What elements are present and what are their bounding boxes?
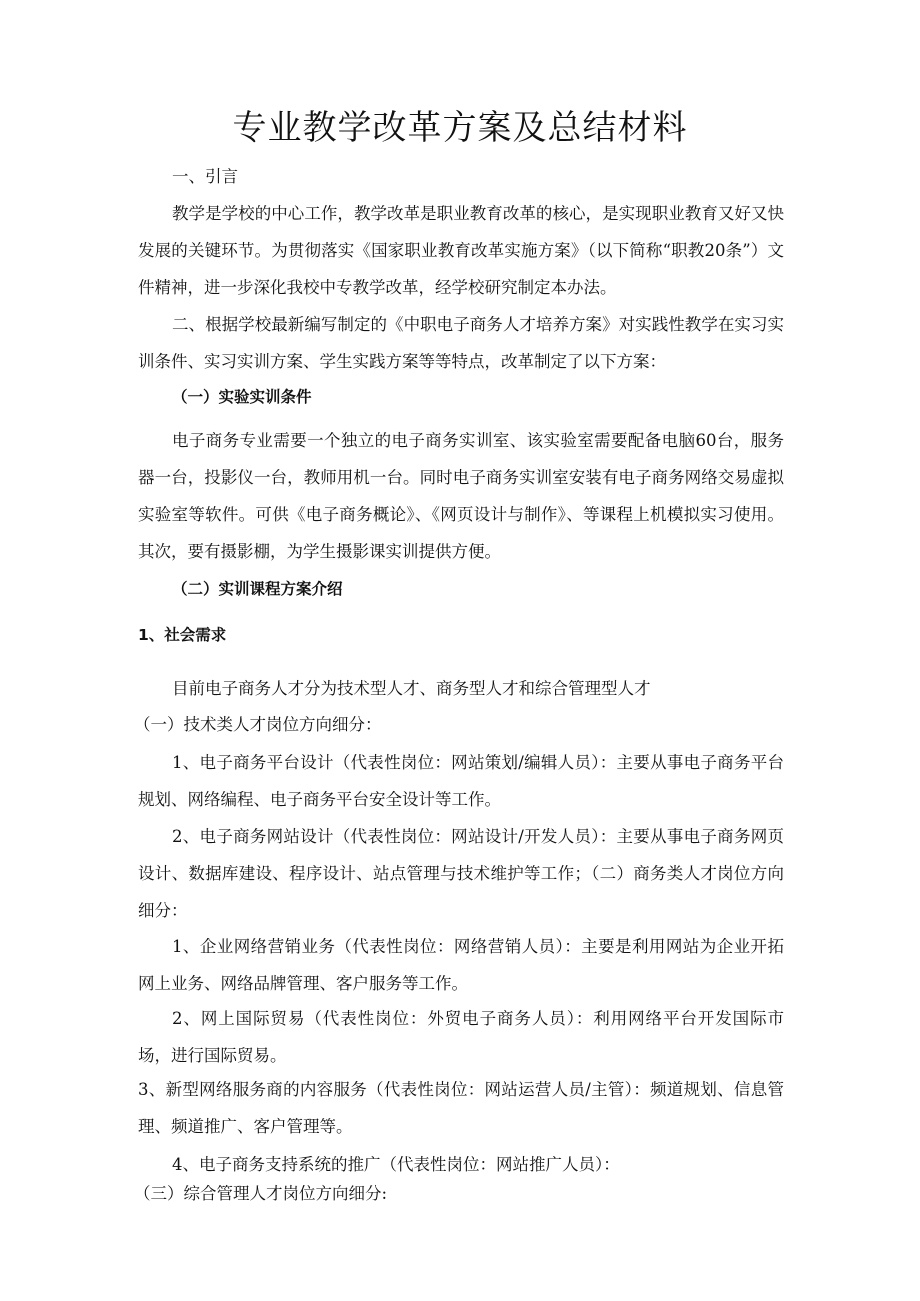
document-title: 专业教学改革方案及总结材料 — [232, 108, 688, 148]
list-item-website-design: 2、电子商务网站设计（代表性岗位：网站设计/开发人员）：主要从事电子商务网页设计、数据库建设、程序设计、站点管理与技术维护等工作；（二）商务类人才岗位方向细分： — [138, 827, 784, 920]
heading-management-talent: （三）综合管理人才岗位方向细分: — [134, 1184, 388, 1203]
paragraph-introduction: 教学是学校的中心工作，教学改革是职业教育改革的核心，是实现职业教育又好又快发展的关键环节。为贯彻落实《国家职业教育改革实施方案》（以下简称“职教20条”）文件精神，进一步深化我校中专教学改革，经学校研究制定本办法。 — [138, 204, 784, 297]
heading-technical-talent: （一）技术类人才岗位方向细分： — [134, 715, 382, 734]
section-heading-introduction: 一、引言 — [172, 167, 238, 186]
list-item-platform-design: 1、电子商务平台设计（代表性岗位：网站策划/编辑人员）：主要从事电子商务平台规划、网络编程、电子商务平台安全设计等工作。 — [138, 753, 784, 809]
list-item-content-services: 3、新型网络服务商的内容服务（代表性岗位：网站运营人员/主管）：频道规划、信息管理、频道推广、客户管理等。 — [138, 1080, 784, 1136]
list-item-network-marketing: 1、企业网络营销业务（代表性岗位：网络营销人员）：主要是利用网站为企业开拓网上业务、网络品牌管理、客户服务等工作。 — [138, 937, 784, 993]
subheading-lab-conditions: （一）实验实训条件 — [172, 388, 312, 406]
paragraph-lab-conditions: 电子商务专业需要一个独立的电子商务实训室、该实验室需要配备电脑60台，服务器一台，投影仪一台，教师用机一台。同时电子商务实训室安装有电子商务网络交易虚拟实验室等软件。可供《电子商务概论》、《网页设计与制作》、等课程上机模拟实习使用。其次，要有摄影棚，为学生摄影课实训提供方便。 — [138, 431, 784, 561]
paragraph-reform-basis: 二、根据学校最新编写制定的《中职电子商务人才培养方案》对实践性教学在实习实训条件、实习实训方案、学生实践方案等等特点，改革制定了以下方案： — [138, 315, 784, 371]
subheading-social-demand: 1、社会需求 — [138, 626, 227, 644]
list-item-international-trade: 2、网上国际贸易（代表性岗位：外贸电子商务人员）：利用网络平台开发国际市场，进行国际贸易。 — [138, 1009, 784, 1065]
paragraph-talent-types: 目前电子商务人才分为技术型人才、商务型人才和综合管理型人才 — [172, 679, 651, 698]
list-item-system-promotion: 4、电子商务支持系统的推广（代表性岗位：网站推广人员）： — [172, 1155, 620, 1174]
subheading-training-courses: （二）实训课程方案介绍 — [172, 580, 343, 598]
